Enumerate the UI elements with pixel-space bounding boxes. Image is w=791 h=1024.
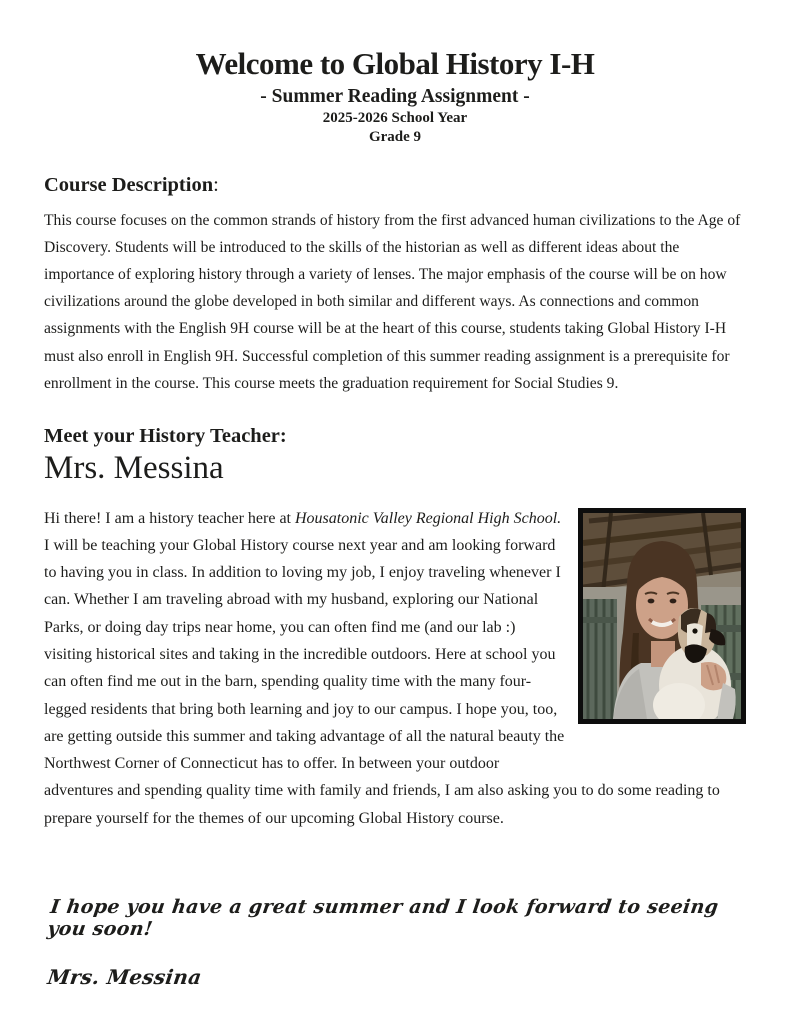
page-title: Welcome to Global History I-H xyxy=(195,46,595,81)
document-header xyxy=(44,46,746,148)
school-year: 2025-2026 School Year xyxy=(322,109,468,126)
closing-signature: Mrs. Messina xyxy=(46,965,204,990)
teacher-intro-after: I will be teaching your Global History course next year and am looking forward to having you in class. In addition to loving my job, I enjoy traveling whenever I can. Whether I am traveling abroad with my husband, exploring our National Parks, or doing day trips near home, you can often find me (and our lab :) visiting historical sites and taking in the incredible outdoors. Here at school you can often find me out in the barn, spending quality time with the many four-legged residents that bring both learning and joy to our campus. I hope you, too, are getting outside this summer and taking advantage of all the natural beauty the Northwest Corner of Connecticut has to offer. In between your outdoor adventures and spending quality time with family and friends, I am also asking you to do some reading to prepare yourself for the themes of our upcoming Global History course. xyxy=(44,536,720,827)
teacher-photo xyxy=(578,508,746,724)
closing-message: I hope you have a great summer and I look forward to seeing you soon! xyxy=(46,896,720,941)
course-description-heading-colon: : xyxy=(213,173,219,196)
teacher-heading: Meet your History Teacher: xyxy=(44,424,287,447)
teacher-name: Mrs. Messina xyxy=(44,449,224,486)
teacher-intro-block xyxy=(44,505,746,833)
school-name: Housatonic Valley Regional High School. xyxy=(294,509,562,527)
page-subtitle: - Summer Reading Assignment - xyxy=(260,85,530,107)
teacher-section xyxy=(44,424,746,832)
closing-section xyxy=(44,896,746,989)
course-description-body: This course focuses on the common strands of history from the first advanced human civilizations to the Age of Discovery. Students will be introduced to the skills of the historian as well as different ideas about the importance of exploring history through a variety of lenses. The major emphasis of the course will be on how civilizations around the globe developed in both similar and different ways. As connections and common assignments with the English 9H course will be at the heart of this course, students taking Global History I-H must also enroll in English 9H. Successful completion of this summer reading assignment is a prerequisite for enrollment in the course. This course meets the graduation requirement for Social Studies 9. xyxy=(44,211,741,392)
teacher-intro-before: Hi there! I am a history teacher here at xyxy=(44,509,295,527)
course-description-section xyxy=(44,173,746,397)
course-description-heading-text: Course Description xyxy=(44,173,214,196)
grade-level: Grade 9 xyxy=(368,129,422,146)
teacher-photo-illustration xyxy=(583,513,741,719)
course-description-heading xyxy=(44,173,746,198)
